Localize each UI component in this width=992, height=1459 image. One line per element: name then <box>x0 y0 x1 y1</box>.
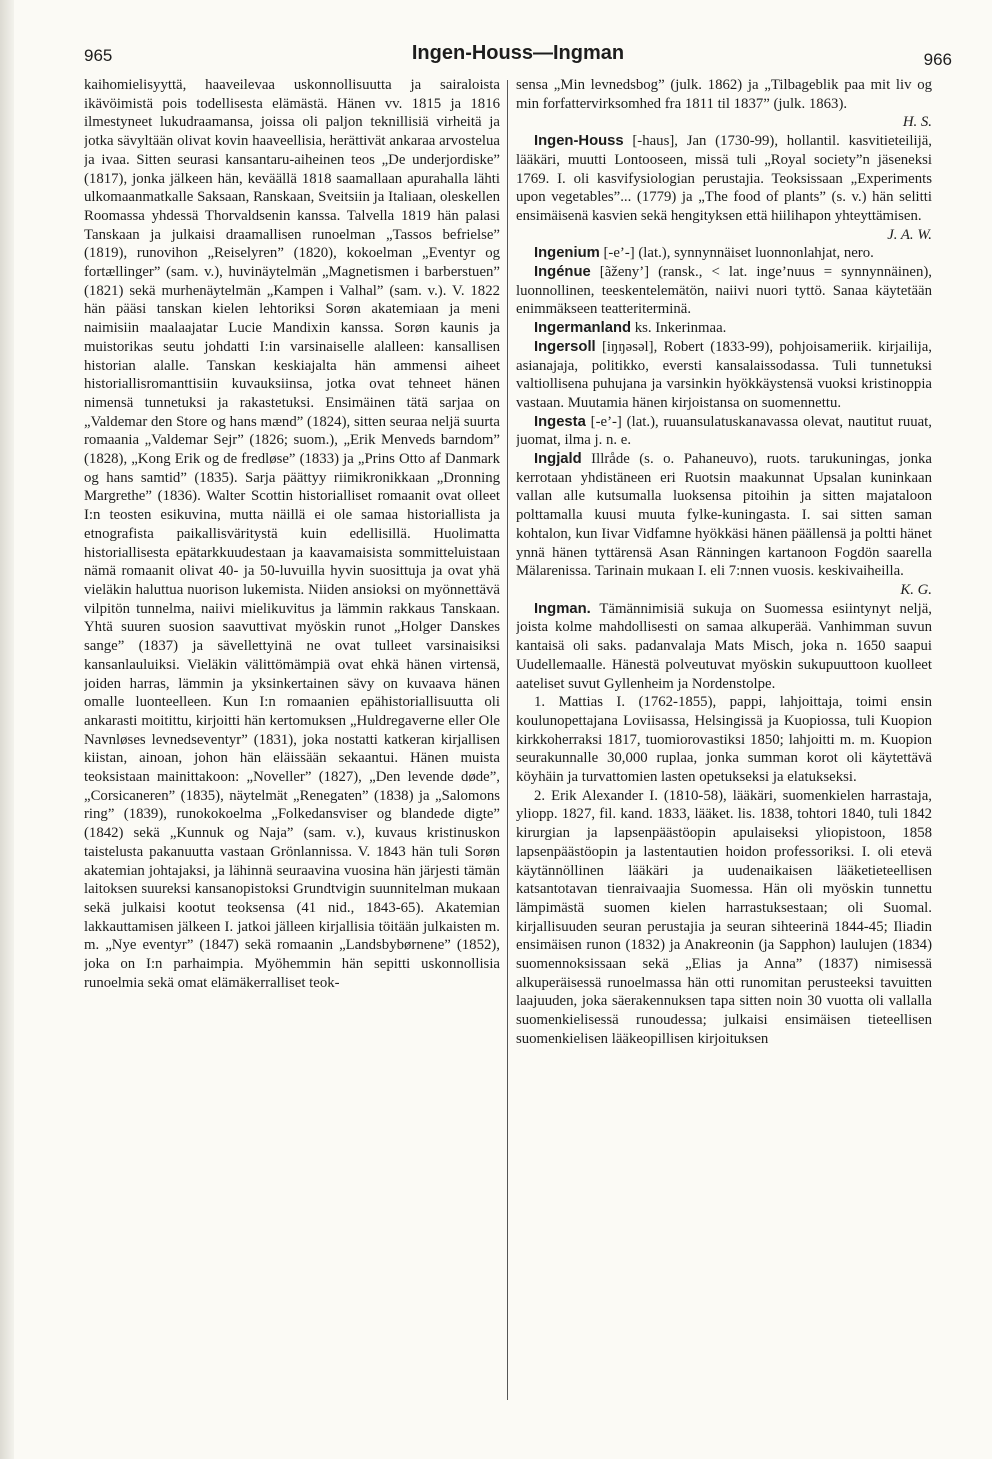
headword: Ingman. <box>534 600 591 617</box>
author-signature: H. S. <box>902 114 932 131</box>
article-continuation: sensa „Min levnedsbog” (julk. 1862) ja „Tilbageblik paa mit liv og min forfattervirksomhed fra 1811 til 1837” (julk. 1863). <box>516 77 932 112</box>
headword: Ingenium <box>534 245 600 262</box>
entry-ingenue <box>516 263 932 319</box>
ingemann-article-continuation: kaihomielisyyttä, haaveilevaa uskonnollisuutta ja sairaloista ikävöimistä pois todellisesta elämästä. Hänen vv. 1815 ja 1816 ilmestyneet lukudraamansa, joissa oli paljon teknillisiä virheitä ja jotka sävyltään olivat kovin haaveellisia, herättivät ankaraa arvostelua ja ivaa. Sitten seurasi kansantaru-aiheinen teos „De underjordiske” (1817), jonka jälkeen hän, keväällä 1818 saamallaan apurahalla lähti ulkomaanmatkalle Saksaan, Ranskaan, Sveitsiin ja Italiaan, oleskellen Roomassa yhdessä Thorvaldsenin kanssa. Talvella 1819 hän palasi Tanskaan ja julkaisi draamallisen runoelman „Tassos befrielse” (1819), runovihon „Reiselyren” (1820), kokoelman „Eventyr og fortællinger” (sam. v.), huvinäytelmän „Magnetismen i barberstuen” (1821) sekä murhenäytelmän „Kampen i Valhal” (sam. v.). V. 1822 hän pääsi tanskan kielen lehtoriksi Sorøn akatemiaan ja meni naimisiin maalaajatar Lucie Mandixin kanssa. Sorøn kaunis ja muistorikas seutu johdatti I:in varsinaiselle alalleen: kansallisen historian alalle. Tanskan keskiajalta hän ammensi aiheet historiallisromanttisiin kuvauksiinsa, jotka ovat tehneet hänen nimensä tunnetuksi ja rakastetuksi. Ensimäinen tätä sarjaa on „Valdemar den Store og hans mænd” (1824), sitten seuraa neljä suurta romaania „Valdemar Sejr” (1826; suom.), „Erik Menveds barndom” (1828), „Kong Erik og de fredløse” (1833) ja „Prins Otto af Danmark og hans samtid” (1835). Sarja päättyy riimikronikkaan „Dronning Margrethe” (1836). Walter Scottin historialliset romaanit ovat olleet I:n teosten esikuvina, mutta näillä ei ole samaa historiallista ja etnografista paikallisväritystä kuin edellisillä. Huolimatta historiallisesta epätarkkuudestaan ja kaavamaisista sommitteluistaan nämä romaanit olivat 40- ja 50-luvuilla hyvin suosittuja ja ovat yhä vieläkin haluttua nuorison lukemista. Niiden ansioksi on myönnettävä vilpitön tunnelma, naiivi mielikuvitus ja lämmin rakkaus Tanskaan. Yhtä suuren suosion saavuttivat myöskin runot „Holger Danskes sange” (1837) ja sävellettyinä ne ovat tulleet varsinaisiksi kansanlauluiksi. Vieläkin välittömämpiä ovat ehkä hänen virtensä, joiden harras, lämmin ja yksinkertainen sävy on kuvaava hänen omalle luonteelleen. Kun I:n romaanien epähistoriallisuutta oli ankarasti moitittu, kirjoitti hän kertomuksen „Huldregaverne eller Ole Navnløses levnedseventyr” (1831), joka nostatti katkeran kirjallisen kiistan, ainoan, johon hän eläissään sekaantui. Hänen muista teoksistaan mainittakoon: „Noveller” (1827), „Den levende døde”, „Corsicaneren” (1835), näytelmät „Renegaten” (1838) ja „Salomons ring” (1839), runokokoelma „Folkedansviser og blandede digte” (1842) sekä „Kunnuk og Naja” (sam. v.), kuvaus kristinuskon taistelusta pakanuutta vastaan Grönlannissa. V. 1843 hän tuli Sorøn akatemian johtajaksi, ja lähinnä seuraavina vuosina hän järjesti tämän laitoksen suureksi kansanopistoksi Grundtvigin suunnitelman mukaan sekä julkaisi kootut teoksensa (41 nid., 1843-65). Akatemian lakkauttamisen jälkeen I. jatkoi jälleen kirjallisia töitään julkaisten m. m. „Nye eventyr” (1847) sekä romaanin „Landsbybørnene” (1852), joka on I:n parhaimpia. Myöhemmin hän sepitti uskonnollisia runoelmia sekä omat elämäkerralliset teok- <box>84 77 500 991</box>
headword: Ingesta <box>534 413 586 430</box>
headword: Ingen-Houss <box>534 133 624 150</box>
entry-ingermanland <box>516 319 932 338</box>
entry-text: [-e’-] (lat.), synnynnäiset luonnonlahjat, nero. <box>599 245 874 262</box>
page-binding-edge <box>0 0 14 1459</box>
headword: Ingénue <box>534 264 591 281</box>
entry-text: Illråde (s. o. Pahaneuvo), ruots. tarukuningas, jonka kerrotaan yhdistäneen eri Ruotsin maakunnat Upsalan kuninkaan vallan alle kutsumalla luoksensa pitoihin ja sitten majataloon polttamalla kuusi muuta fylke-kuningasta. I. sai sitten saman kohtalon, kun Iivar Vidfamne hyökkäsi hänen päällensä ja poltti hänet ynnä hänen tyttärensä Asan Ränningen kartanoon Fogdön saarella Mälarenissa. Tarinain mukaan I. eli 7:nnen vuosis. keskivaiheilla. <box>516 451 932 580</box>
entry-text: [-e’-] (lat.), ruuansulatuskanavassa olevat, nautitut ruuat, juomat, ilma j. n. e. <box>516 413 932 449</box>
right-page-number: 966 <box>923 50 952 69</box>
column-divider <box>507 80 508 1400</box>
entry-text: ks. Inkerinmaa. <box>631 320 727 337</box>
entry-ingen-houss <box>516 132 932 226</box>
entry-text: [-haus], Jan (1730-99), hollantil. kasvitieteilijä, lääkäri, muutti Lontooseen, missä tuli „Royal society”n jäseneksi 1769. I. oli kasvifysiologian perustajia. Teoksissaan „Experiments upon vegetables”... (1779) ja „The food of plants” (s. v.) hän selitti ensimäisenä kasvien sekä hengityksen että hiilihapon yhteyttämisen. <box>516 133 932 224</box>
entry-text: [iŋŋəsəl], Robert (1833-99), pohjoisameriik. kirjailija, asianajaja, politikko, eversti kansalaissodassa. Tuli tunnetuksi valtiollisena puhujana ja varsinkin hyökkäystensä vuoksi kristinoppia vastaan. Muutamia hänen kirjoistansa on suomennettu. <box>516 338 932 411</box>
right-column <box>516 76 932 1416</box>
entry-erik-alexander-ingman: 2. Erik Alexander I. (1810-58), lääkäri, suomenkielen harrastaja, yliopp. 1827, fil. kand. 1833, lääket. lis. 1838, tohtori 1840, tuli 1842 kirurgian ja lapsenpäästöopin apulaiseksi yliopistoon, 1858 lapsenpäästöopin ja lastentautien hoidon professoriksi. I. oli etevä käytännöllinen lääkäri ja uudenaikaisen lääketieteellisen katsantotavan tienraivaajia Suomessa. Hän oli myöskin tunnettu lämpimästä suomen kielen harrastuksestaan; oli Suomal. kirjallisuuden seuran perustajia ja seuran sihteerinä 1844-45; Iliadin ensimäisen runon (1832) ja Anakreonin (ja Sapphon) laulujen (1834) suomennoksissaan sekä „Elias ja Anna” (1837) nimisessä alkuperäisessä runoelmassa hän otti runomitan perusteeksi tavuitten laajuuden, joka säerakennuksen tapa sitten noin 30 vuotta oli vallalla suomenkielisessä runoudessa; julkaisi ensimäisen tieteellisen suomenkielisen lääkeopillisen kirjoituksen <box>516 787 932 1047</box>
headword: Ingermanland <box>534 320 632 337</box>
entry-ingersoll <box>516 338 932 413</box>
running-head: Ingen-Houss—Ingman <box>411 42 625 64</box>
entry-text: Tämännimisiä sukuja on Suomessa esiintynyt neljä, joista kolme mahdollisesti on samaa alkuperää. Vanhimman suvun kantaisä oli saks. padanvalaja Mats Misch, joka n. 1650 saapui Uudellemaalle. Hänestä polveutuvat myöskin sukupuuttoon kuolleet aateliset suvut Gyllenheim ja Nordenstolpe. <box>516 600 932 692</box>
entry-ingjald <box>516 450 932 581</box>
headword: Ingersoll <box>534 338 596 355</box>
page-header <box>84 40 952 70</box>
entry-mattias-ingman: 1. Mattias I. (1762-1855), pappi, lahjoittaja, toimi ensin koulunopettajana Loviisassa, Helsingissä ja Kuopiossa, tuli Kuopion kirkkoherraksi 1817, tuomiorovastiksi 1850; lahjoitti m. m. Kuopion seurakunnalle 30,000 ruplaa, jonka summan korot oli käytettävä köyhäin ja turvattomien lasten opetukseksi ja elatukseksi. <box>516 694 932 786</box>
entry-text: [ãženy’] (ransk., < lat. inge’nuus = synnynnäinen), luonnollinen, teeskentelemätön, naiivi nuori tyttö. Sanaa käytetään enimmäkseen teatteriterminä. <box>516 264 932 318</box>
left-page-number: 965 <box>84 46 113 65</box>
author-signature: J. A. W. <box>887 226 932 243</box>
entry-ingman <box>516 600 932 694</box>
entry-ingenium <box>516 244 932 263</box>
left-column <box>84 76 500 1416</box>
author-signature: K. G. <box>900 581 932 598</box>
headword: Ingjald <box>534 451 582 468</box>
entry-ingesta <box>516 413 932 450</box>
